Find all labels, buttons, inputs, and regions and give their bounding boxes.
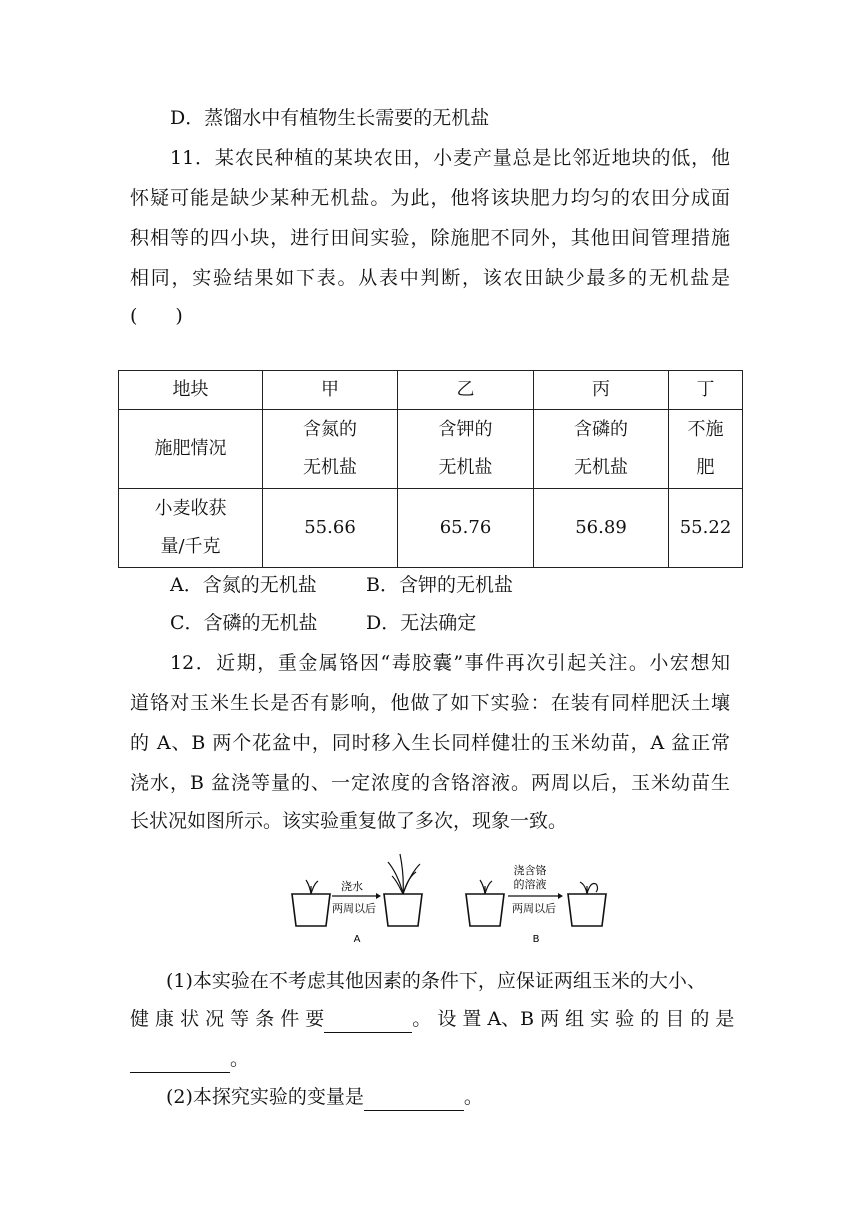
pot-b-before [466,880,504,926]
q12-sub1-text-b: 。 设 置 A、B 两 组 实 验 的 目 的 是 [412,1008,735,1030]
answer-blank-3[interactable] [364,1084,464,1111]
pot-a-after [384,854,422,926]
cell-yield-yi: 65.76 [398,489,534,568]
q11-option-c: C．含磷的无机盐 [170,612,318,634]
pot-b-after [568,882,606,926]
cell-fert-ding: 不施 肥 [669,410,743,489]
cell-yield-ding: 55.22 [669,489,743,568]
header-plot: 地块 [119,371,263,410]
q11-line-2: 怀疑可能是缺少某种无机盐。为此，他将该块肥力均匀的农田分成面 [130,187,730,209]
q12-sub1-text-a: 健 康 状 况 等 条 件 要 [130,1008,325,1030]
row-label-fertilizer: 施肥情况 [119,410,263,489]
fig-b-top-label-1: 浇含铬 [513,864,547,877]
cell-yield-bing: 56.89 [534,489,669,568]
corn-seedling-figure [280,850,610,950]
q12-sub2-text: (2)本探究实验的变量是 [166,1086,364,1108]
fig-b-top-label-2: 的溶液 [513,878,547,891]
q11-option-a: A．含氮的无机盐 [170,574,317,596]
cell-fert-yi: 含钾的 无机盐 [398,410,534,489]
table-row-yield [119,489,743,568]
q12-sub1-end: 。 [230,1048,250,1070]
table-row-fertilizer [119,410,743,489]
answer-blank-2[interactable] [130,1046,230,1073]
cell-fert-bing: 含磷的 无机盐 [534,410,669,489]
q12-sub2-line [166,1084,483,1111]
fig-a-top-label: 浇水 [341,880,363,893]
fig-a-caption: A [353,934,361,945]
cell-fert-jia: 含氮的 无机盐 [263,410,398,489]
pot-a-before [292,880,330,926]
q12-line-1: 12．近期，重金属铬因“毒胶囊”事件再次引起关注。小宏想知 [170,652,730,674]
row-label-yield: 小麦收获 量/千克 [119,489,263,568]
q12-sub1-line-3 [130,1046,249,1073]
q12-line-2: 道铬对玉米生长是否有影响，他做了如下实验：在装有同样肥沃土壤 [130,692,730,714]
q12-line-4: 浇水，B 盆浇等量的、一定浓度的含铬溶液。两周以后，玉米幼苗生 [130,772,730,794]
q12-line-3: 的 A、B 两个花盆中，同时移入生长同样健壮的玉米幼苗，A 盆正常 [130,732,730,754]
fig-a-bottom-label: 两周以后 [332,902,376,915]
fig-b-bottom-label: 两周以后 [512,902,556,915]
q11-line-1: 11．某农民种植的某块农田，小麦产量总是比邻近地块的低，他 [170,147,730,169]
fig-b-caption: B [532,934,540,945]
header-bing: 丙 [534,371,669,410]
cell-yield-jia: 55.66 [263,489,398,568]
header-jia: 甲 [263,371,398,410]
q11-option-b: B．含钾的无机盐 [366,574,513,596]
q11-line-3: 积相等的四小块，进行田间实验，除施肥不同外，其他田间管理措施 [130,227,730,249]
q11-answer-brackets: ( ) [130,305,183,327]
header-yi: 乙 [398,371,534,410]
q12-sub2-end: 。 [463,1086,483,1108]
q12-line-5: 长状况如图所示。该实验重复做了多次，现象一致。 [130,810,568,832]
q11-line-4: 相同，实验结果如下表。从表中判断，该农田缺少最多的无机盐是 [130,267,730,289]
option-d-previous: D．蒸馏水中有植物生长需要的无机盐 [170,107,490,129]
q12-sub1-line-1: (1)本实验在不考虑其他因素的条件下，应保证两组玉米的大小、 [166,970,706,992]
yield-table [118,370,743,568]
header-ding: 丁 [669,371,743,410]
q12-sub1-line-2 [130,1006,734,1033]
table-header-row [119,371,743,410]
answer-blank-1[interactable] [324,1006,412,1033]
q11-option-d: D．无法确定 [366,612,477,634]
